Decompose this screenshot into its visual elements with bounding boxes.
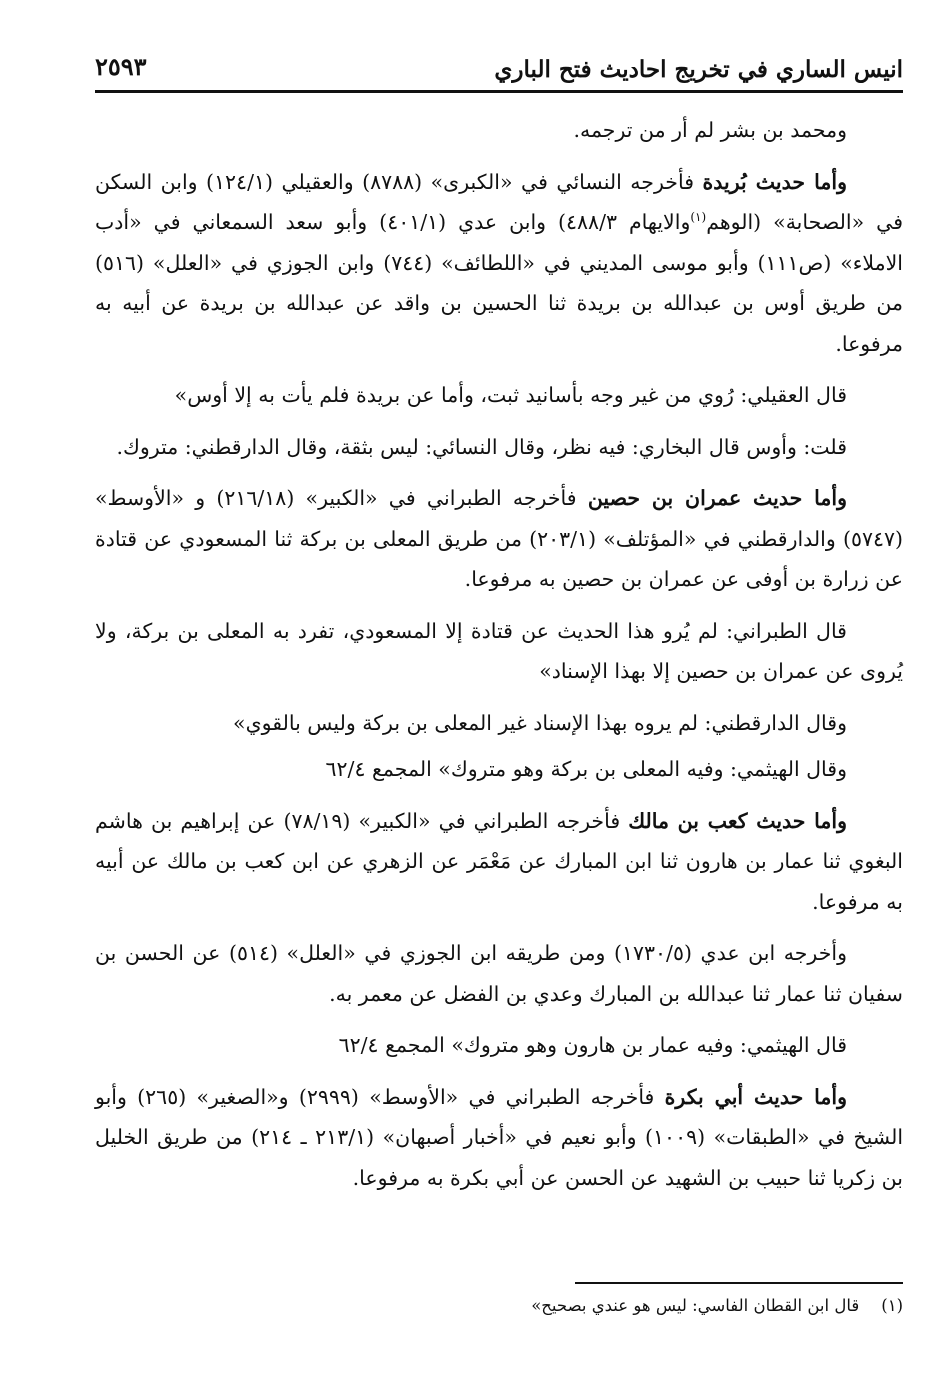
paragraph: [95, 478, 903, 600]
paragraph-lead: وأما حديث كعب بن مالك: [628, 808, 847, 833]
paragraph-text: فأخرجه الطبراني في «الكبير» (٢١٦/١٨) و «الأوسط» (٥٧٤٧) والدارقطني في «المؤتلف» (٢٠٣/١) من طريق المعلى بن بركة ثنا المسعودي عن قتادة عن زرارة بن أوفى عن عمران بن حصين به مرفوعا.: [95, 486, 903, 591]
paragraph-text: قال الطبراني: لم يُرو هذا الحديث عن قتادة إلا المسعودي، تفرد به المعلى بن بركة، ولا يُروى عن عمران بن حصين إلا بهذا الإسناد»: [95, 618, 903, 683]
paragraph: [95, 703, 903, 744]
paragraph-text: وقال الهيثمي: وفيه المعلى بن بركة وهو متروك» المجمع ٦٢/٤: [325, 757, 847, 781]
paragraph-lead: وأما حديث أبي بكرة: [664, 1084, 847, 1109]
book-title: انيس الساري في تخريج احاديث فتح الباري: [494, 56, 903, 83]
header-divider: [95, 90, 903, 93]
paragraph-text: وأخرجه ابن عدي (١٧٣٠/٥) ومن طريقه ابن الجوزي في «العلل» (٥١٤) عن الحسن بن سفيان ثنا عمار ثنا عبدالله بن المبارك وعدي بن الفضل عن معمر به.: [95, 941, 903, 1006]
paragraph-text: ومحمد بن بشر لم أر من ترجمه.: [573, 118, 847, 142]
footnote-text: قال ابن القطان الفاسي: ليس هو عندي بصحيح»: [531, 1296, 860, 1315]
main-text: [95, 110, 903, 1209]
paragraph: [95, 1077, 903, 1199]
paragraph-text: وقال الدارقطني: لم يروه بهذا الإسناد غير المعلى بن بركة وليس بالقوي»: [233, 710, 847, 735]
footnote-divider: [575, 1282, 903, 1284]
paragraph: [95, 110, 903, 151]
footnote-number: (١): [881, 1296, 903, 1315]
paragraph-lead: وأما حديث عمران بن حصين: [587, 486, 847, 510]
running-header: [95, 48, 903, 90]
paragraph-text: قال الهيثمي: وفيه عمار بن هارون وهو متروك» المجمع ٦٢/٤: [338, 1033, 847, 1057]
paragraph: [95, 162, 903, 365]
paragraph-text: قلت: وأوس قال البخاري: فيه نظر، وقال النسائي: ليس بثقة، وقال الدارقطني: متروك.: [116, 434, 847, 459]
paragraph-text: فأخرجه الطبراني في «الكبير» (٧٨/١٩) عن إبراهيم بن هاشم البغوي ثنا عمار بن هارون ثنا ابن المبارك عن مَعْمَر عن الزهري عن ابن كعب بن مالك عن أبيه به مرفوعا.: [95, 808, 903, 914]
paragraph-text: فأخرجه الطبراني في «الأوسط» (٢٩٩٩) و«الصغير» (٢٦٥) وأبو الشيخ في «الطبقات» (١٠٠٩) وأبو نعيم في «أخبار أصبهان» (٢١٣/١ ـ ٢١٤) من طريق الخليل بن زكريا ثنا حبيب بن الشهيد عن الحسن عن أبي بكرة به مرفوعا.: [95, 1084, 904, 1190]
paragraph: [95, 933, 903, 1014]
page-number: ٢٥٩٣: [95, 52, 147, 81]
paragraph: [95, 611, 903, 692]
paragraph: [95, 801, 903, 923]
footnote: [95, 1292, 903, 1320]
paragraph-lead: وأما حديث بُريدة: [702, 169, 847, 194]
paragraph: [95, 749, 903, 790]
paragraph-text: فأخرجه النسائي في «الكبرى» (٨٧٨٨) والعقيلي (١٢٤/١) وابن السكن في «الصحابة» (الوهم: [95, 169, 903, 234]
paragraph: [95, 375, 903, 416]
paragraph-text-continued: والايهام ٤٨٨/٣) وابن عدي (٤٠١/١) وأبو سعد السمعاني في «أدب الاملاء» (ص١١١) وأبو موسى المديني في «اللطائف» (٧٤٤) وابن الجوزي في «العلل» (٥١٦) من طريق أوس بن عبدالله بن بريدة ثنا الحسين بن واقد عن عبدالله بن بريدة عن أبيه به مرفوعا.: [95, 210, 903, 356]
footnote-reference[interactable]: (١): [690, 210, 707, 225]
paragraph: [95, 427, 903, 468]
paragraph-text: قال العقيلي: رُوي من غير وجه بأسانيد ثبت، وأما عن بريدة فلم يأت به إلا أوس»: [174, 383, 847, 407]
paragraph: [95, 1025, 903, 1066]
